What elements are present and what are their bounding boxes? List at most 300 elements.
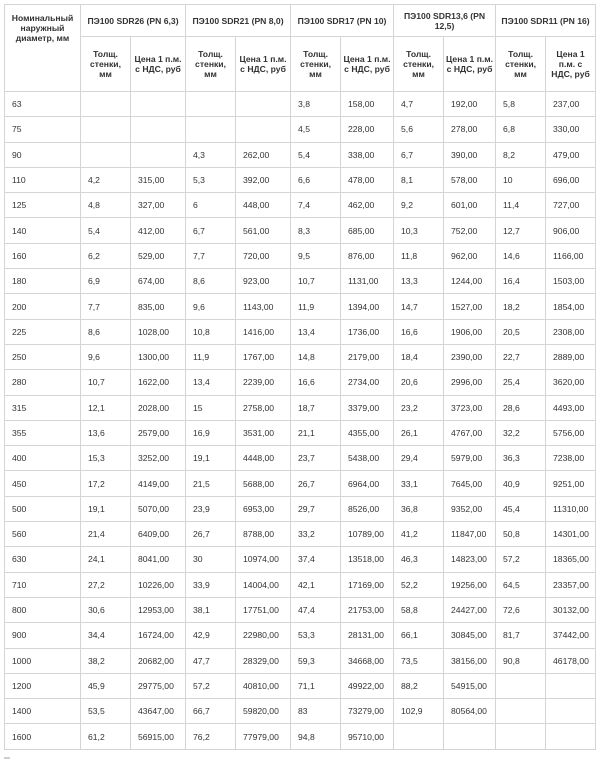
diameter-cell: 800 <box>5 597 81 622</box>
sdr13-6-price-cell: 752,00 <box>444 218 496 243</box>
sdr26-price-cell: 56915,00 <box>131 724 186 749</box>
sdr17-thickness-cell: 13,4 <box>291 319 341 344</box>
table-row <box>5 597 596 622</box>
sdr26-thickness-cell: 8,6 <box>81 319 131 344</box>
sdr13-6-price-cell: 14823,00 <box>444 547 496 572</box>
sdr13-6-thickness-cell: 29,4 <box>394 446 444 471</box>
group-header-sdr17: ПЭ100 SDR17 (PN 10) <box>291 5 394 37</box>
sdr21-price-cell: 262,00 <box>236 142 291 167</box>
sdr21-price-cell: 28329,00 <box>236 648 291 673</box>
sdr17-price-cell: 1736,00 <box>341 319 394 344</box>
sdr26-price-cell <box>131 117 186 142</box>
sdr17-price-cell: 73279,00 <box>341 699 394 724</box>
sdr11-price-cell: 1854,00 <box>546 294 596 319</box>
sdr11-price-cell: 2889,00 <box>546 344 596 369</box>
sdr11-price-cell: 11310,00 <box>546 496 596 521</box>
sdr13-6-thickness-cell: 36,8 <box>394 496 444 521</box>
sdr17-price-cell: 34668,00 <box>341 648 394 673</box>
sdr21-thickness-cell: 9,6 <box>186 294 236 319</box>
sdr13-6-thickness-cell: 52,2 <box>394 572 444 597</box>
sdr17-price-cell: 1131,00 <box>341 269 394 294</box>
price-header: Цена 1 п.м. с НДС, руб <box>444 37 496 92</box>
thickness-header: Толщ. стенки, мм <box>394 37 444 92</box>
sdr21-thickness-cell: 11,9 <box>186 344 236 369</box>
sdr13-6-price-cell: 5979,00 <box>444 446 496 471</box>
sdr13-6-price-cell: 7645,00 <box>444 471 496 496</box>
sdr13-6-price-cell: 24427,00 <box>444 597 496 622</box>
sdr26-thickness-cell: 34,4 <box>81 623 131 648</box>
sdr13-6-price-cell: 390,00 <box>444 142 496 167</box>
table-row <box>5 496 596 521</box>
price-header: Цена 1 п.м. с НДС, руб <box>131 37 186 92</box>
sdr21-thickness-cell <box>186 92 236 117</box>
table-row <box>5 319 596 344</box>
sdr21-price-cell: 59820,00 <box>236 699 291 724</box>
sdr13-6-thickness-cell: 46,3 <box>394 547 444 572</box>
table-row <box>5 547 596 572</box>
sdr11-price-cell: 18365,00 <box>546 547 596 572</box>
sdr11-price-cell: 237,00 <box>546 92 596 117</box>
sdr17-thickness-cell: 7,4 <box>291 193 341 218</box>
sdr21-price-cell: 1416,00 <box>236 319 291 344</box>
sdr17-thickness-cell: 3,8 <box>291 92 341 117</box>
sdr21-price-cell: 6953,00 <box>236 496 291 521</box>
sdr26-thickness-cell: 21,4 <box>81 522 131 547</box>
sdr11-price-cell: 1503,00 <box>546 269 596 294</box>
sdr26-price-cell: 16724,00 <box>131 623 186 648</box>
sdr17-thickness-cell: 4,5 <box>291 117 341 142</box>
sdr17-price-cell: 876,00 <box>341 243 394 268</box>
sdr11-thickness-cell: 22,7 <box>496 344 546 369</box>
sdr11-thickness-cell: 28,6 <box>496 395 546 420</box>
sdr13-6-thickness-cell: 33,1 <box>394 471 444 496</box>
sdr17-thickness-cell: 5,4 <box>291 142 341 167</box>
sdr17-thickness-cell: 16,6 <box>291 370 341 395</box>
sdr26-price-cell: 1622,00 <box>131 370 186 395</box>
sdr11-thickness-cell: 20,5 <box>496 319 546 344</box>
sdr17-thickness-cell: 6,6 <box>291 167 341 192</box>
sdr21-thickness-cell: 38,1 <box>186 597 236 622</box>
sdr26-price-cell <box>131 92 186 117</box>
sdr21-thickness-cell: 8,6 <box>186 269 236 294</box>
sdr11-price-cell: 2308,00 <box>546 319 596 344</box>
table-row <box>5 648 596 673</box>
sdr21-thickness-cell: 13,4 <box>186 370 236 395</box>
sdr13-6-price-cell: 278,00 <box>444 117 496 142</box>
sdr21-price-cell: 8788,00 <box>236 522 291 547</box>
sdr13-6-price-cell: 1527,00 <box>444 294 496 319</box>
sdr11-thickness-cell: 6,8 <box>496 117 546 142</box>
sdr17-price-cell: 49922,00 <box>341 673 394 698</box>
sdr13-6-price-cell: 80564,00 <box>444 699 496 724</box>
diameter-cell: 400 <box>5 446 81 471</box>
sdr17-price-cell: 462,00 <box>341 193 394 218</box>
price-header: Цена 1 п.м. с НДС, руб <box>341 37 394 92</box>
sdr11-price-cell <box>546 724 596 749</box>
sdr17-thickness-cell: 59,3 <box>291 648 341 673</box>
table-row <box>5 243 596 268</box>
sdr13-6-price-cell: 1244,00 <box>444 269 496 294</box>
sdr11-thickness-cell: 10 <box>496 167 546 192</box>
diameter-cell: 63 <box>5 92 81 117</box>
sdr21-thickness-cell: 15 <box>186 395 236 420</box>
thickness-header: Толщ. стенки, мм <box>186 37 236 92</box>
sdr13-6-price-cell: 38156,00 <box>444 648 496 673</box>
sdr26-thickness-cell: 9,6 <box>81 344 131 369</box>
diameter-cell: 450 <box>5 471 81 496</box>
sdr21-thickness-cell: 26,7 <box>186 522 236 547</box>
sdr26-thickness-cell: 19,1 <box>81 496 131 521</box>
table-row <box>5 623 596 648</box>
sdr17-price-cell: 8526,00 <box>341 496 394 521</box>
sdr21-thickness-cell: 19,1 <box>186 446 236 471</box>
sdr13-6-thickness-cell: 9,2 <box>394 193 444 218</box>
sdr17-thickness-cell: 9,5 <box>291 243 341 268</box>
sdr21-price-cell: 1767,00 <box>236 344 291 369</box>
sdr11-thickness-cell: 90,8 <box>496 648 546 673</box>
sdr26-price-cell: 2579,00 <box>131 420 186 445</box>
table-row <box>5 471 596 496</box>
sdr11-thickness-cell: 36,3 <box>496 446 546 471</box>
sdr21-thickness-cell: 23,9 <box>186 496 236 521</box>
sdr21-thickness-cell: 76,2 <box>186 724 236 749</box>
sdr26-thickness-cell: 6,9 <box>81 269 131 294</box>
sdr11-thickness-cell: 45,4 <box>496 496 546 521</box>
table-row <box>5 724 596 749</box>
sdr13-6-thickness-cell: 16,6 <box>394 319 444 344</box>
sdr13-6-thickness-cell: 41,2 <box>394 522 444 547</box>
group-header-sdr11: ПЭ100 SDR11 (PN 16) <box>496 5 596 37</box>
sdr13-6-price-cell: 19256,00 <box>444 572 496 597</box>
sdr17-price-cell: 338,00 <box>341 142 394 167</box>
sdr17-price-cell: 3379,00 <box>341 395 394 420</box>
sdr13-6-thickness-cell: 14,7 <box>394 294 444 319</box>
sdr13-6-price-cell: 11847,00 <box>444 522 496 547</box>
diameter-cell: 200 <box>5 294 81 319</box>
sdr17-price-cell: 28131,00 <box>341 623 394 648</box>
diameter-cell: 140 <box>5 218 81 243</box>
sdr17-thickness-cell: 42,1 <box>291 572 341 597</box>
sdr21-price-cell: 14004,00 <box>236 572 291 597</box>
sdr26-thickness-cell: 61,2 <box>81 724 131 749</box>
sdr26-thickness-cell: 4,8 <box>81 193 131 218</box>
sdr17-thickness-cell: 71,1 <box>291 673 341 698</box>
sdr13-6-thickness-cell: 88,2 <box>394 673 444 698</box>
sdr21-price-cell: 2239,00 <box>236 370 291 395</box>
sdr26-thickness-cell: 45,9 <box>81 673 131 698</box>
sdr21-thickness-cell: 6,7 <box>186 218 236 243</box>
sdr21-thickness-cell: 33,9 <box>186 572 236 597</box>
sdr26-price-cell: 4149,00 <box>131 471 186 496</box>
sdr11-thickness-cell: 50,8 <box>496 522 546 547</box>
diameter-cell: 1400 <box>5 699 81 724</box>
sdr21-thickness-cell: 47,7 <box>186 648 236 673</box>
sdr21-price-cell: 448,00 <box>236 193 291 218</box>
sdr17-price-cell: 10789,00 <box>341 522 394 547</box>
sdr11-thickness-cell <box>496 724 546 749</box>
sdr21-price-cell: 1143,00 <box>236 294 291 319</box>
sdr26-price-cell: 6409,00 <box>131 522 186 547</box>
sdr13-6-thickness-cell <box>394 724 444 749</box>
sdr13-6-price-cell: 1906,00 <box>444 319 496 344</box>
table-row <box>5 344 596 369</box>
sdr11-price-cell: 727,00 <box>546 193 596 218</box>
sdr17-price-cell: 478,00 <box>341 167 394 192</box>
diameter-cell: 1600 <box>5 724 81 749</box>
sdr26-price-cell: 8041,00 <box>131 547 186 572</box>
sdr11-thickness-cell: 12,7 <box>496 218 546 243</box>
sdr13-6-price-cell: 2390,00 <box>444 344 496 369</box>
sdr13-6-thickness-cell: 5,6 <box>394 117 444 142</box>
sdr11-thickness-cell: 40,9 <box>496 471 546 496</box>
sdr21-thickness-cell: 4,3 <box>186 142 236 167</box>
footer-mark <box>4 757 10 759</box>
sdr26-thickness-cell <box>81 142 131 167</box>
sdr17-price-cell: 1394,00 <box>341 294 394 319</box>
sdr26-price-cell: 5070,00 <box>131 496 186 521</box>
sdr13-6-thickness-cell: 20,6 <box>394 370 444 395</box>
table-row <box>5 446 596 471</box>
sdr11-thickness-cell: 16,4 <box>496 269 546 294</box>
sdr17-thickness-cell: 94,8 <box>291 724 341 749</box>
sdr26-thickness-cell: 15,3 <box>81 446 131 471</box>
sdr26-price-cell: 529,00 <box>131 243 186 268</box>
sdr11-thickness-cell: 32,2 <box>496 420 546 445</box>
table-row <box>5 522 596 547</box>
sdr11-thickness-cell: 8,2 <box>496 142 546 167</box>
sdr21-thickness-cell: 21,5 <box>186 471 236 496</box>
sdr13-6-price-cell: 54915,00 <box>444 673 496 698</box>
sdr26-thickness-cell: 7,7 <box>81 294 131 319</box>
sdr21-price-cell: 77979,00 <box>236 724 291 749</box>
sdr26-thickness-cell <box>81 92 131 117</box>
table-row <box>5 673 596 698</box>
sdr26-price-cell: 315,00 <box>131 167 186 192</box>
sdr26-price-cell: 327,00 <box>131 193 186 218</box>
sdr11-price-cell <box>546 673 596 698</box>
sdr11-price-cell: 906,00 <box>546 218 596 243</box>
sdr11-thickness-cell <box>496 673 546 698</box>
sdr21-price-cell: 3531,00 <box>236 420 291 445</box>
sdr11-thickness-cell: 81,7 <box>496 623 546 648</box>
sdr26-price-cell: 2028,00 <box>131 395 186 420</box>
diameter-cell: 75 <box>5 117 81 142</box>
sdr13-6-thickness-cell: 10,3 <box>394 218 444 243</box>
sdr13-6-price-cell: 2996,00 <box>444 370 496 395</box>
sdr11-price-cell: 330,00 <box>546 117 596 142</box>
sdr21-thickness-cell: 30 <box>186 547 236 572</box>
sdr26-thickness-cell <box>81 117 131 142</box>
sdr13-6-thickness-cell: 26,1 <box>394 420 444 445</box>
thickness-header: Толщ. стенки, мм <box>496 37 546 92</box>
table-row <box>5 142 596 167</box>
sdr13-6-thickness-cell: 8,1 <box>394 167 444 192</box>
sdr13-6-price-cell <box>444 724 496 749</box>
sdr17-thickness-cell: 53,3 <box>291 623 341 648</box>
diameter-header: Номинальный наружный диаметр, мм <box>5 5 81 92</box>
sdr11-price-cell: 3620,00 <box>546 370 596 395</box>
diameter-cell: 250 <box>5 344 81 369</box>
table-row <box>5 572 596 597</box>
sdr26-price-cell: 674,00 <box>131 269 186 294</box>
sdr13-6-thickness-cell: 4,7 <box>394 92 444 117</box>
sdr11-price-cell: 7238,00 <box>546 446 596 471</box>
diameter-cell: 630 <box>5 547 81 572</box>
sdr26-price-cell <box>131 142 186 167</box>
sdr11-price-cell: 1166,00 <box>546 243 596 268</box>
sdr21-thickness-cell: 10,8 <box>186 319 236 344</box>
sdr17-price-cell: 5438,00 <box>341 446 394 471</box>
sdr21-price-cell: 5688,00 <box>236 471 291 496</box>
table-row <box>5 370 596 395</box>
sdr13-6-thickness-cell: 66,1 <box>394 623 444 648</box>
sdr11-price-cell: 23357,00 <box>546 572 596 597</box>
sdr26-thickness-cell: 30,6 <box>81 597 131 622</box>
sdr17-thickness-cell: 18,7 <box>291 395 341 420</box>
diameter-cell: 90 <box>5 142 81 167</box>
table-body <box>5 92 596 750</box>
sdr13-6-price-cell: 192,00 <box>444 92 496 117</box>
sdr21-thickness-cell: 42,9 <box>186 623 236 648</box>
sdr17-thickness-cell: 26,7 <box>291 471 341 496</box>
table-row <box>5 218 596 243</box>
sdr21-price-cell <box>236 92 291 117</box>
diameter-cell: 355 <box>5 420 81 445</box>
sdr26-thickness-cell: 13,6 <box>81 420 131 445</box>
sdr17-thickness-cell: 14,8 <box>291 344 341 369</box>
sdr13-6-thickness-cell: 58,8 <box>394 597 444 622</box>
sdr17-price-cell: 95710,00 <box>341 724 394 749</box>
sdr17-thickness-cell: 83 <box>291 699 341 724</box>
sdr13-6-price-cell: 9352,00 <box>444 496 496 521</box>
sdr21-thickness-cell: 5,3 <box>186 167 236 192</box>
sdr17-price-cell: 158,00 <box>341 92 394 117</box>
sdr21-thickness-cell <box>186 117 236 142</box>
sdr17-price-cell: 21753,00 <box>341 597 394 622</box>
table-row <box>5 167 596 192</box>
sdr11-price-cell: 30132,00 <box>546 597 596 622</box>
sdr17-price-cell: 6964,00 <box>341 471 394 496</box>
sdr21-price-cell: 2758,00 <box>236 395 291 420</box>
sdr26-price-cell: 1028,00 <box>131 319 186 344</box>
sdr11-price-cell: 14301,00 <box>546 522 596 547</box>
sdr26-price-cell: 412,00 <box>131 218 186 243</box>
sdr21-thickness-cell: 16,9 <box>186 420 236 445</box>
diameter-cell: 560 <box>5 522 81 547</box>
sdr13-6-price-cell: 30845,00 <box>444 623 496 648</box>
sdr26-thickness-cell: 5,4 <box>81 218 131 243</box>
sdr13-6-thickness-cell: 6,7 <box>394 142 444 167</box>
sdr21-price-cell: 392,00 <box>236 167 291 192</box>
sdr26-thickness-cell: 12,1 <box>81 395 131 420</box>
table-row <box>5 395 596 420</box>
diameter-cell: 1000 <box>5 648 81 673</box>
sdr13-6-thickness-cell: 23,2 <box>394 395 444 420</box>
table-row <box>5 117 596 142</box>
sdr21-price-cell: 720,00 <box>236 243 291 268</box>
diameter-cell: 500 <box>5 496 81 521</box>
sdr26-thickness-cell: 17,2 <box>81 471 131 496</box>
sdr17-price-cell: 4355,00 <box>341 420 394 445</box>
sdr21-thickness-cell: 57,2 <box>186 673 236 698</box>
sdr13-6-thickness-cell: 73,5 <box>394 648 444 673</box>
sdr11-thickness-cell: 72,6 <box>496 597 546 622</box>
sdr17-thickness-cell: 11,9 <box>291 294 341 319</box>
sdr11-price-cell: 479,00 <box>546 142 596 167</box>
sdr26-thickness-cell: 38,2 <box>81 648 131 673</box>
sdr21-price-cell: 22980,00 <box>236 623 291 648</box>
sdr26-price-cell: 835,00 <box>131 294 186 319</box>
price-header: Цена 1 п.м. с НДС, руб <box>546 37 596 92</box>
group-header-sdr13-6: ПЭ100 SDR13,6 (PN 12,5) <box>394 5 496 37</box>
sdr21-price-cell: 923,00 <box>236 269 291 294</box>
sdr21-thickness-cell: 7,7 <box>186 243 236 268</box>
sdr17-price-cell: 17169,00 <box>341 572 394 597</box>
sdr17-thickness-cell: 10,7 <box>291 269 341 294</box>
sdr13-6-thickness-cell: 102,9 <box>394 699 444 724</box>
sdr11-thickness-cell: 25,4 <box>496 370 546 395</box>
diameter-cell: 1200 <box>5 673 81 698</box>
sdr26-thickness-cell: 53,5 <box>81 699 131 724</box>
sdr21-thickness-cell: 6 <box>186 193 236 218</box>
sdr11-price-cell: 37442,00 <box>546 623 596 648</box>
sdr13-6-price-cell: 3723,00 <box>444 395 496 420</box>
sdr26-thickness-cell: 4,2 <box>81 167 131 192</box>
sdr11-thickness-cell: 18,2 <box>496 294 546 319</box>
sdr17-price-cell: 228,00 <box>341 117 394 142</box>
sdr11-thickness-cell <box>496 699 546 724</box>
sdr21-price-cell: 17751,00 <box>236 597 291 622</box>
sdr21-price-cell: 10974,00 <box>236 547 291 572</box>
sdr13-6-thickness-cell: 11,8 <box>394 243 444 268</box>
sdr17-thickness-cell: 8,3 <box>291 218 341 243</box>
diameter-cell: 315 <box>5 395 81 420</box>
sdr26-price-cell: 3252,00 <box>131 446 186 471</box>
sdr13-6-price-cell: 601,00 <box>444 193 496 218</box>
diameter-cell: 160 <box>5 243 81 268</box>
sdr11-thickness-cell: 11,4 <box>496 193 546 218</box>
sdr26-thickness-cell: 27,2 <box>81 572 131 597</box>
sdr17-thickness-cell: 29,7 <box>291 496 341 521</box>
sdr17-price-cell: 2734,00 <box>341 370 394 395</box>
sdr11-thickness-cell: 64,5 <box>496 572 546 597</box>
sdr11-price-cell: 5756,00 <box>546 420 596 445</box>
sdr17-price-cell: 685,00 <box>341 218 394 243</box>
sdr21-price-cell <box>236 117 291 142</box>
table-row <box>5 92 596 117</box>
sdr13-6-price-cell: 962,00 <box>444 243 496 268</box>
sdr11-price-cell: 4493,00 <box>546 395 596 420</box>
sdr11-thickness-cell: 14,6 <box>496 243 546 268</box>
sdr17-thickness-cell: 23,7 <box>291 446 341 471</box>
table-row <box>5 269 596 294</box>
sdr13-6-price-cell: 4767,00 <box>444 420 496 445</box>
sdr13-6-price-cell: 578,00 <box>444 167 496 192</box>
table-row <box>5 193 596 218</box>
table-row <box>5 294 596 319</box>
diameter-cell: 180 <box>5 269 81 294</box>
sdr26-price-cell: 12953,00 <box>131 597 186 622</box>
table-row <box>5 699 596 724</box>
sdr26-thickness-cell: 24,1 <box>81 547 131 572</box>
diameter-cell: 280 <box>5 370 81 395</box>
sdr17-thickness-cell: 21,1 <box>291 420 341 445</box>
sdr26-price-cell: 1300,00 <box>131 344 186 369</box>
sdr17-price-cell: 13518,00 <box>341 547 394 572</box>
price-header: Цена 1 п.м. с НДС, руб <box>236 37 291 92</box>
sdr26-price-cell: 20682,00 <box>131 648 186 673</box>
sdr13-6-thickness-cell: 18,4 <box>394 344 444 369</box>
